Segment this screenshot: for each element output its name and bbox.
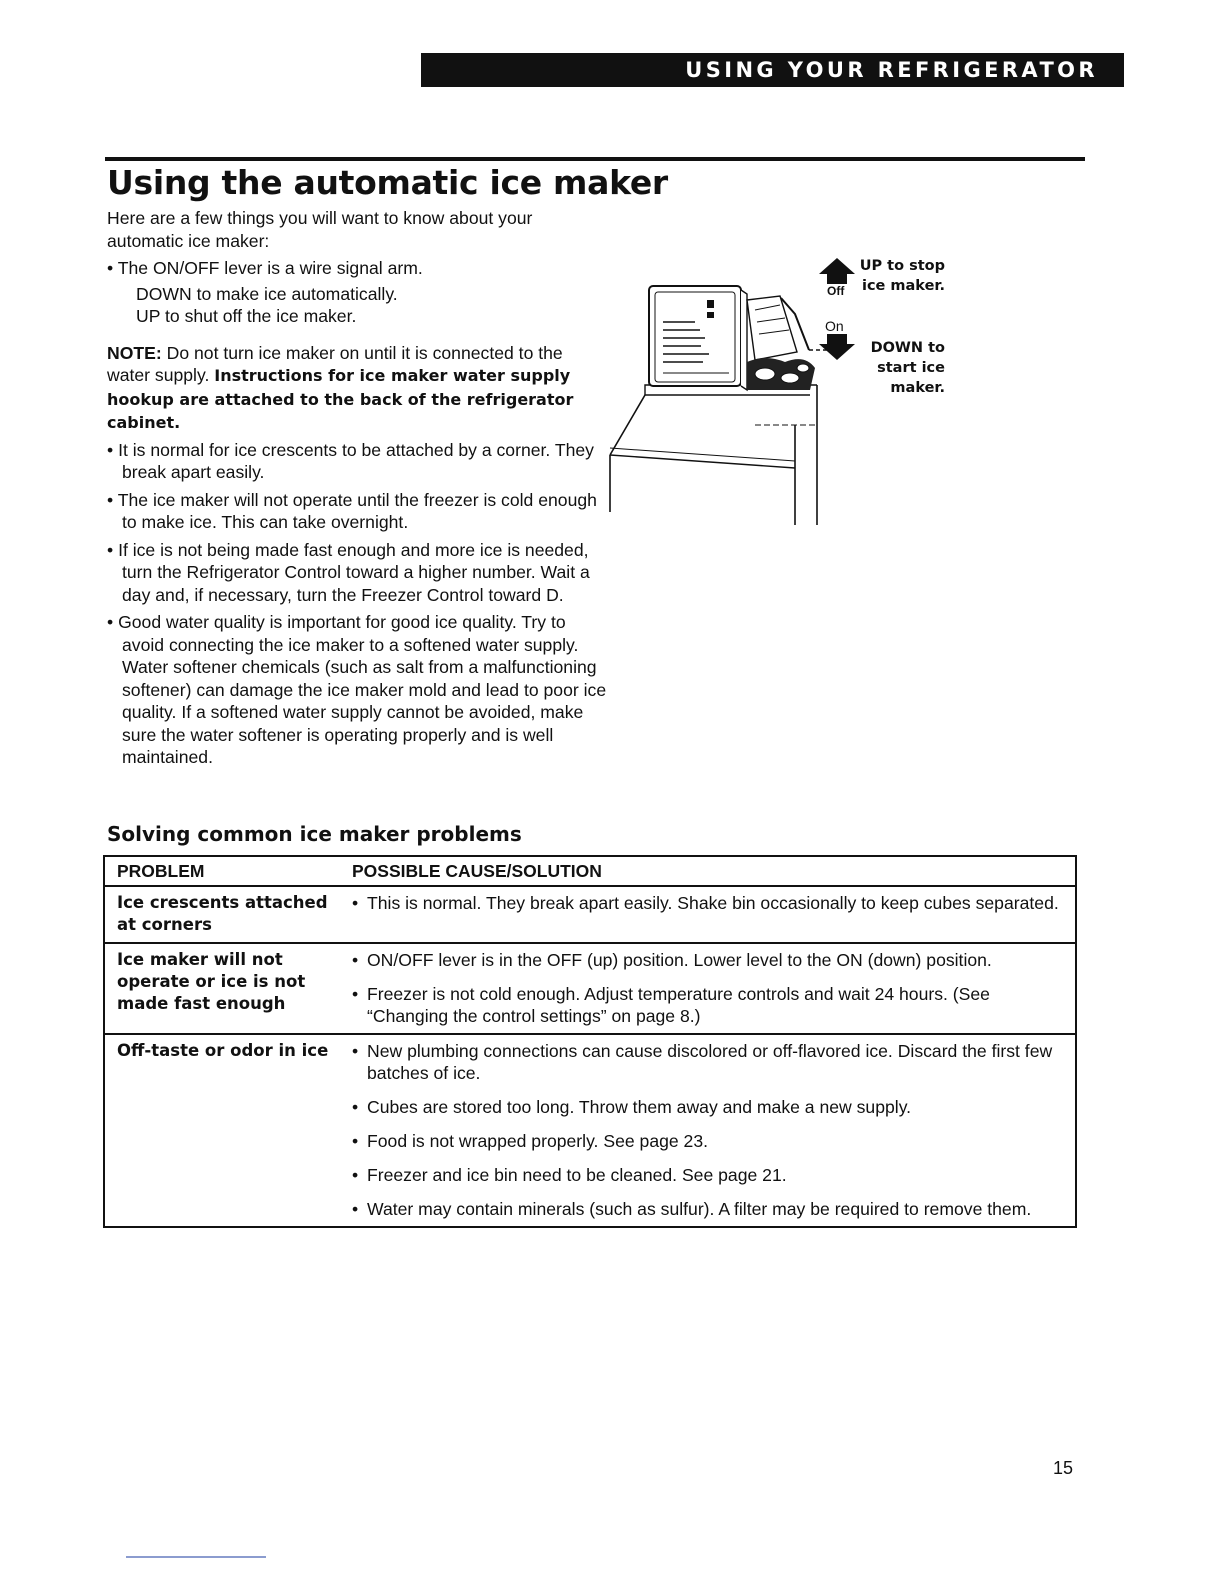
table-row <box>104 886 1076 943</box>
intro-bullet: • If ice is not being made fast enough and more ice is needed, turn the Refrigerator Control toward a higher number. Wait a day and, if necessary, turn the Freezer Control toward D. <box>107 539 590 605</box>
table-row <box>104 1034 1076 1227</box>
bullet: • <box>352 1097 359 1117</box>
table-header-row <box>104 856 1076 886</box>
footer-rule <box>126 1556 266 1558</box>
problem-cell: Off-taste or odor in ice <box>117 1041 329 1060</box>
intro-bullet: • It is normal for ice crescents to be attached by a corner. They break apart easily. <box>107 439 594 482</box>
solution-cell <box>346 886 1076 943</box>
solution-text: Cubes are stored too long. Throw them away and make a new supply. <box>367 1097 912 1117</box>
intro-bullet-text: Good water quality is important for good ice quality. Try to avoid connecting the ice maker to a softened water supply. Water softener chemicals (such as salt from a malfunctioning softener) can damage the ice maker mold and lead to poor ice quality. If a softened water supply cannot be avoided, make sure the water softener is operating properly and is well maintained. <box>118 612 607 767</box>
solution-text: Water may contain minerals (such as sulfur). A filter may be required to remove them. <box>367 1199 1032 1219</box>
intro-bullet: • The ice maker will not operate until the freezer is cold enough to make ice. This can take overnight. <box>107 489 597 532</box>
bullet: • <box>352 1131 359 1151</box>
down-callout: DOWN to start ice maker. <box>870 340 945 396</box>
intro-section <box>107 207 607 769</box>
bullet: • <box>352 893 359 913</box>
intro-bullet-text: It is normal for ice crescents to be attached by a corner. They break apart easily. <box>118 439 594 482</box>
solution-text: This is normal. They break apart easily. Shake bin occasionally to keep cubes separated. <box>367 893 1059 913</box>
section-header-bar <box>421 53 1124 87</box>
problems-table <box>103 855 1077 1228</box>
title-rule <box>105 157 1085 161</box>
solution-item <box>352 1198 1059 1220</box>
intro-note <box>107 342 607 435</box>
solution-cell <box>346 943 1076 1034</box>
section-header-title: USING YOUR REFRIGERATOR <box>685 58 1098 82</box>
up-callout: UP to stop ice maker. <box>859 258 945 294</box>
problem-cell: Ice crescents attached at corners <box>104 886 346 943</box>
bullet: • <box>352 984 359 1004</box>
page-number: 15 <box>1053 1458 1074 1478</box>
solution-text: New plumbing connections can cause discolored or off-flavored ice. Discard the first few batches of ice. <box>367 1041 1053 1083</box>
solution-text: ON/OFF lever is in the OFF (up) position. Lower level to the ON (down) position. <box>367 950 992 970</box>
solution-item <box>352 892 1059 914</box>
solution-item <box>352 1164 1059 1186</box>
solution-item <box>352 983 1059 1027</box>
off-label: Off <box>827 284 845 298</box>
note-label: NOTE: <box>107 342 162 363</box>
solution-cell <box>346 1034 1076 1227</box>
intro-up-line: UP to shut off the ice maker. <box>136 306 357 326</box>
table-row <box>104 943 1076 1034</box>
bullet: • <box>352 1165 359 1185</box>
note-bold-text: Instructions for ice maker water supply hookup are attached to the back of the refrigerator cabinet. <box>107 366 574 432</box>
intro-down-line: DOWN to make ice automatically. <box>136 283 398 304</box>
page-title: Using the automatic ice maker <box>107 163 668 202</box>
solution-item <box>352 1096 1059 1118</box>
problem-cell: Ice maker will not operate or ice is not made fast enough <box>104 943 346 1034</box>
solution-item <box>352 949 1059 971</box>
bullet: • <box>352 1041 359 1061</box>
solution-text: Freezer is not cold enough. Adjust temperature controls and wait 24 hours. (See “Changing the control settings” on page 8.) <box>367 984 990 1026</box>
solution-item <box>352 1130 1059 1152</box>
solution-item <box>352 1040 1059 1084</box>
intro-bullet: • Good water quality is important for good ice quality. Try to avoid connecting the ice maker to a softened water supply. Water softener chemicals (such as salt from a malfunctioning softener) can damage the ice maker mold and lead to poor ice quality. If a softened water supply cannot be avoided, make sure the water softener is operating properly and is well maintained. <box>107 612 607 767</box>
problems-heading: Solving common ice maker problems <box>107 822 522 846</box>
column-header-problem: PROBLEM <box>104 856 346 886</box>
intro-lever-text: The ON/OFF lever is a wire signal arm. <box>117 258 423 278</box>
bullet: • <box>352 950 359 970</box>
solution-text: Food is not wrapped properly. See page 23. <box>367 1131 709 1151</box>
ice-maker-illustration <box>605 250 965 540</box>
solution-text: Freezer and ice bin need to be cleaned. See page 21. <box>367 1165 787 1185</box>
intro-lead: Here are a few things you will want to know about your automatic ice maker: <box>107 208 533 251</box>
column-header-solution: POSSIBLE CAUSE/SOLUTION <box>346 856 1076 886</box>
bullet: • <box>352 1199 359 1219</box>
intro-lever-bullet: • The ON/OFF lever is a wire signal arm. <box>107 258 423 278</box>
intro-bullet-text: The ice maker will not operate until the freezer is cold enough to make ice. This can take overnight. <box>117 489 597 532</box>
on-label: On <box>825 318 844 334</box>
intro-bullet-text: If ice is not being made fast enough and more ice is needed, turn the Refrigerator Control toward a higher number. Wait a day and, if necessary, turn the Freezer Control toward D. <box>118 539 590 605</box>
note-text: Do not turn ice maker on until it is connected to the water supply. <box>107 342 563 385</box>
